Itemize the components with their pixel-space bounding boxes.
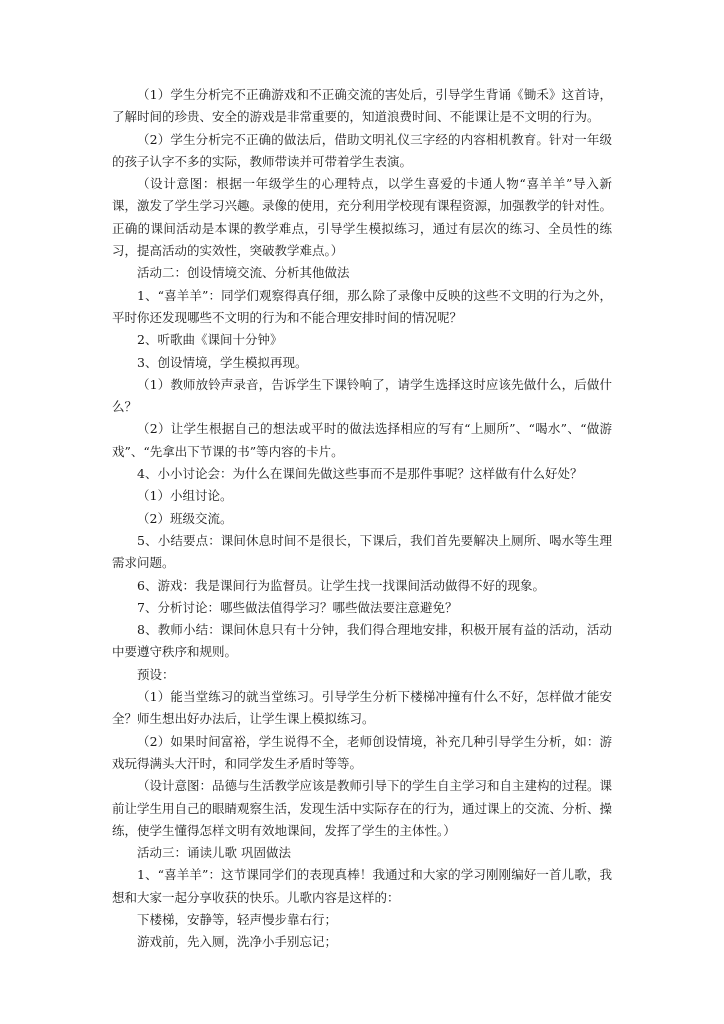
paragraph-14: 6、游戏：我是课间行为监督员。让学生找一找课间活动做得不好的现象。 [137, 577, 545, 593]
paragraph-20: （设计意图：品德与生活教学应该是教师引导下的学生自主学习和自主建构的过程。课前让学生用自己的眼睛观察生活，发现生活中实际存在的行为，通过课上的交流、分析、操练，使学生懂得怎样文明有效地课间，发挥了学生的主体性。） [112, 778, 613, 838]
paragraph-7: 3、创设情境，学生模拟再现。 [137, 354, 308, 370]
paragraph-8: （1）教师放铃声录音，告诉学生下课铃响了，请学生选择这时应该先做什么，后做什么？ [112, 376, 612, 415]
rhyme-line-2: 游戏前，先入厕，洗净小手别忘记； [137, 934, 338, 950]
rhyme-line-1: 下楼梯，安静等，轻声慢步靠右行； [137, 911, 338, 927]
paragraph-12: （2）班级交流。 [137, 510, 233, 526]
section-heading-activity-3: 活动三：诵读儿歌 巩固做法 [137, 845, 291, 861]
paragraph-1: （1）学生分析完不正确游戏和不正确交流的害处后，引导学生背诵《锄禾》这首诗，了解时间的珍贵、安全的游戏是非常重要的，知道浪费时间、不能课让是不文明的行为。 [112, 87, 612, 125]
paragraph-17: 预设： [137, 666, 175, 682]
paragraph-9: （2）让学生根据自己的想法或平时的做法选择相应的写有“上厕所”、“喝水”、“做游戏”、“先拿出下节课的书”等内容的卡片。 [112, 421, 612, 459]
paragraph-5: 1、“喜羊羊”：同学们观察得真仔细，那么除了录像中反映的这些不文明的行为之外，平时你还发现哪些不文明的行为和不能合理安排时间的情况呢？ [112, 287, 612, 325]
paragraph-22: 1、“喜羊羊”：这节课同学们的表现真棒！我通过和大家的学习刚刚编好一首儿歌，我想和大家一起分享收获的快乐。儿歌内容是这样的： [112, 867, 612, 905]
paragraph-15: 7、分析讨论：哪些做法值得学习？哪些做法要注意避免？ [137, 599, 458, 615]
paragraph-13: 5、小结要点：课间休息时间不是很长，下课后，我们首先要解决上厕所、喝水等生理需求问题。 [112, 532, 612, 571]
paragraph-19: （2）如果时间富裕，学生说得不全，老师创设情境，补充几种引导学生分析，如：游戏玩得满头大汗时，和同学发生矛盾时等等。 [112, 733, 612, 771]
paragraph-10: 4、小小讨论会：为什么在课间先做这些事而不是那件事呢？这样做有什么好处？ [137, 466, 583, 482]
paragraph-11: （1）小组讨论。 [137, 488, 233, 504]
paragraph-18: （1）能当堂练习的就当堂练习。引导学生分析下楼梯冲撞有什么不好，怎样做才能安全？师生想出好办法后，让学生课上模拟练习。 [112, 689, 612, 727]
document-body [112, 84, 612, 954]
section-heading-activity-2: 活动二：创设情境交流、分析其他做法 [137, 265, 350, 281]
paragraph-16: 8、教师小结：课间休息只有十分钟，我们得合理地安排，积极开展有益的活动，活动中要遵守秩序和规则。 [112, 622, 612, 660]
paragraph-6: 2、听歌曲《课间十分钟》 [137, 332, 283, 348]
paragraph-2: （2）学生分析完不正确的做法后，借助文明礼仪三字经的内容相机教育。针对一年级的孩子认字不多的实际，教师带读并可带着学生表演。 [112, 131, 612, 169]
paragraph-3: （设计意图：根据一年级学生的心理特点，以学生喜爱的卡通人物“喜羊羊”导入新课，激发了学生学习兴趣。录像的使用，充分利用学校现有课程资源，加强教学的针对性。正确的课间活动是本课的教学难点，引导学生模拟练习，通过有层次的练习、全员性的练习，提高活动的实效性，突破教学难点。） [112, 176, 613, 259]
